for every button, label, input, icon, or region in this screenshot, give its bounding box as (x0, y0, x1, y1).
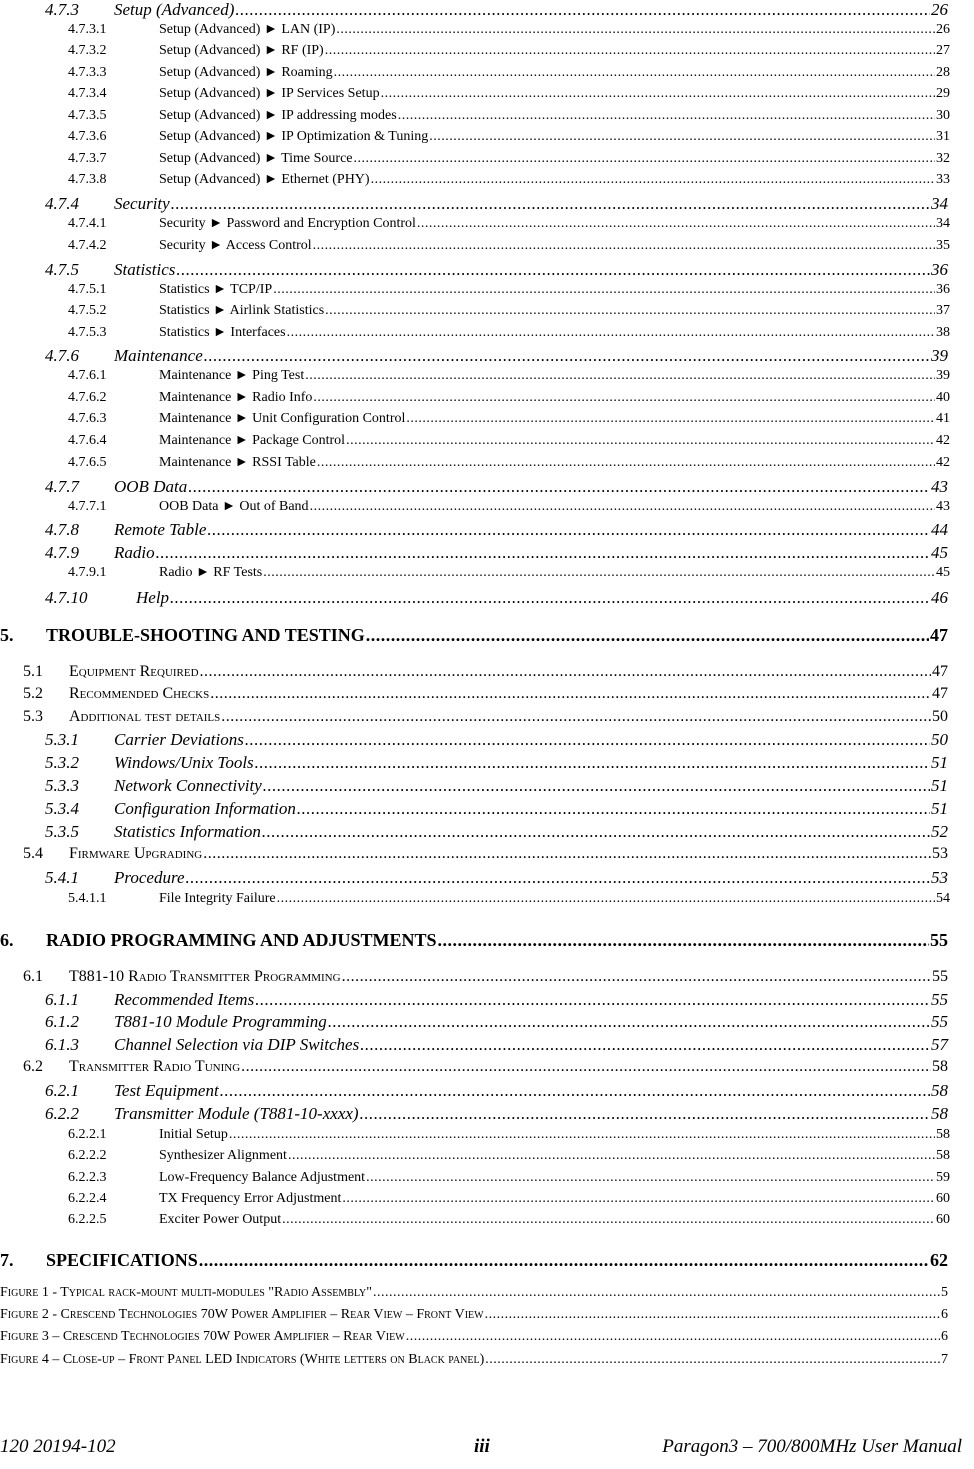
dot-leader (313, 390, 935, 406)
toc-entry[interactable] (45, 1081, 948, 1101)
toc-entry[interactable] (45, 730, 948, 750)
toc-entry[interactable] (68, 172, 950, 188)
toc-entry-number: 4.7.8 (45, 520, 79, 539)
toc-entry[interactable] (0, 930, 948, 951)
toc-entry[interactable] (68, 1191, 950, 1207)
dot-leader (381, 86, 935, 102)
dot-leader (188, 477, 930, 497)
toc-entry-page: 40 (936, 390, 950, 405)
toc-entry-number: 5.3.5 (45, 822, 79, 841)
toc-entry-number: 5.3.4 (45, 799, 79, 818)
dot-leader (200, 663, 931, 681)
toc-entry-page: 33 (936, 172, 950, 187)
toc-entry-number: 4.7.3.7 (68, 151, 107, 166)
toc-entry-title: Low-Frequency Balance Adjustment (159, 1170, 366, 1185)
toc-entry-number: 5.3.2 (45, 753, 79, 772)
toc-entry-page: 62 (930, 1250, 948, 1270)
dot-leader (371, 172, 935, 188)
toc-entry-page: 27 (936, 43, 950, 58)
toc-entry[interactable] (45, 990, 948, 1010)
toc-entry-title: File Integrity Failure (159, 891, 276, 906)
toc-entry-title: Test Equipment (114, 1081, 219, 1100)
toc-entry[interactable] (68, 65, 950, 81)
figure-entry-title: Figure 3 – Crescend Technologies 70W Power Amplifier – Rear View (0, 1329, 405, 1344)
figure-entry[interactable] (0, 1285, 948, 1301)
toc-entry-number: 5.2 (23, 685, 43, 702)
figure-entry[interactable] (0, 1329, 948, 1345)
toc-entry-number: 6.1.3 (45, 1035, 79, 1054)
dot-leader (310, 499, 935, 515)
dot-leader (204, 346, 930, 366)
dot-leader (334, 65, 935, 81)
toc-entry-page: 50 (932, 708, 948, 725)
toc-entry-title: Setup (Advanced) ► Ethernet (PHY) (159, 172, 370, 187)
toc-entry[interactable] (45, 753, 948, 773)
dot-leader (346, 433, 935, 449)
dot-leader (406, 411, 935, 427)
toc-entry-title: Configuration Information (114, 799, 296, 818)
dot-leader (373, 1285, 940, 1301)
dot-leader (288, 1148, 935, 1164)
toc-entry-page: 55 (932, 968, 948, 985)
toc-entry[interactable] (45, 822, 948, 842)
toc-entry-page: 34 (931, 194, 948, 213)
toc-entry-page: 58 (932, 1058, 948, 1075)
dot-leader (438, 930, 929, 951)
dot-leader (156, 543, 930, 563)
toc-entry-title: Equipment Required (69, 663, 199, 680)
toc-entry-number: 4.7.6.2 (68, 390, 107, 405)
figure-entry-title: Figure 2 - Crescend Technologies 70W Power Amplifier – Rear View – Front View (0, 1307, 484, 1322)
dot-leader (342, 1191, 935, 1207)
toc-entry[interactable] (68, 43, 950, 59)
toc-entry[interactable] (45, 776, 948, 796)
toc-entry-title: Statistics Information (114, 822, 261, 841)
dot-leader (354, 151, 936, 167)
toc-entry-number: 4.7.6.4 (68, 433, 107, 448)
toc-entry-page: 36 (936, 282, 950, 297)
dot-leader (207, 520, 930, 540)
toc-entry-page: 34 (936, 216, 950, 231)
toc-entry[interactable] (68, 390, 950, 406)
toc-entry-page: 55 (931, 990, 948, 1009)
toc-entry-title: Security ► Password and Encryption Control (159, 216, 416, 231)
toc-entry-number: 4.7.3.5 (68, 108, 107, 123)
toc-entry-title: SPECIFICATIONS (46, 1250, 198, 1270)
toc-entry-number: 7. (0, 1250, 14, 1270)
toc-entry-page: 55 (930, 930, 948, 950)
toc-entry-page: 51 (931, 799, 948, 818)
toc-entry-page: 57 (931, 1035, 948, 1054)
dot-leader (297, 799, 930, 819)
toc-entry-number: 4.7.4.1 (68, 216, 107, 231)
toc-entry[interactable] (68, 238, 950, 254)
toc-entry-title: Security (114, 194, 170, 213)
toc-entry-page: 46 (931, 588, 948, 607)
toc-entry-title: T881-10 Radio Transmitter Programming (69, 968, 341, 985)
toc-entry-number: 5.4.1 (45, 868, 79, 887)
toc-entry[interactable] (68, 455, 950, 471)
toc-entry-title: Maintenance ► Unit Configuration Control (159, 411, 406, 426)
toc-entry-page: 45 (936, 565, 950, 580)
toc-entry-title: Statistics ► TCP/IP (159, 282, 273, 297)
toc-entry-page: 54 (936, 891, 950, 906)
toc-entry-number: 4.7.3.1 (68, 22, 107, 37)
toc-entry-page: 58 (931, 1104, 948, 1123)
toc-entry-number: 5.3 (23, 708, 43, 725)
toc-entry-title: Network Connectivity (114, 776, 262, 795)
toc-entry-title: Statistics ► Interfaces (159, 325, 286, 340)
toc-entry-number: 6.2.2.4 (68, 1191, 107, 1206)
toc-entry[interactable] (45, 194, 948, 214)
figure-entry-page: 6 (941, 1329, 948, 1344)
dot-leader (263, 776, 930, 796)
toc-entry[interactable] (23, 685, 948, 703)
toc-entry[interactable] (0, 625, 948, 646)
toc-entry-number: 4.7.7.1 (68, 499, 107, 514)
toc-entry-title: Setup (Advanced) ► LAN (IP) (159, 22, 336, 37)
dot-leader (328, 1012, 930, 1032)
toc-entry[interactable] (23, 663, 948, 681)
toc-entry[interactable] (68, 1127, 950, 1143)
toc-entry-page: 58 (936, 1127, 950, 1142)
dot-leader (203, 845, 931, 863)
toc-entry-number: 6.2.2.5 (68, 1212, 107, 1227)
toc-entry[interactable] (45, 1012, 948, 1032)
toc-entry-number: 4.7.3.8 (68, 172, 107, 187)
dot-leader (287, 325, 935, 341)
dot-leader (336, 22, 935, 38)
toc-entry-number: 4.7.7 (45, 477, 79, 496)
toc-entry[interactable] (68, 499, 950, 515)
toc-entry-number: 6.2.2.1 (68, 1127, 107, 1142)
dot-leader (220, 1081, 930, 1101)
toc-entry[interactable] (45, 520, 948, 540)
dot-leader (262, 822, 930, 842)
toc-entry-number: 4.7.4.2 (68, 238, 107, 253)
toc-entry-page: 45 (931, 543, 948, 562)
toc-entry-page: 36 (931, 260, 948, 279)
toc-entry-number: 4.7.3.4 (68, 86, 107, 101)
toc-entry-number: 4.7.5.3 (68, 325, 107, 340)
toc-entry-page: 39 (931, 346, 948, 365)
dot-leader (398, 108, 935, 124)
toc-entry-number: 6.1 (23, 968, 43, 985)
toc-entry[interactable] (68, 325, 950, 341)
toc-entry[interactable] (45, 543, 948, 563)
figure-entry[interactable] (0, 1352, 948, 1368)
toc-entry-number: 6.1.1 (45, 990, 79, 1009)
toc-entry-number: 4.7.6.3 (68, 411, 107, 426)
toc-entry-page: 30 (936, 108, 950, 123)
dot-leader (277, 891, 935, 907)
toc-entry-title: Channel Selection via DIP Switches (114, 1035, 360, 1054)
toc-entry-page: 53 (932, 845, 948, 862)
dot-leader (325, 43, 935, 59)
toc-entry-title: RADIO PROGRAMMING AND ADJUSTMENTS (46, 930, 437, 950)
dot-leader (305, 368, 935, 384)
toc-entry-title: Setup (Advanced) ► IP Services Setup (159, 86, 380, 101)
toc-entry[interactable] (68, 22, 950, 38)
toc-entry[interactable] (68, 368, 950, 384)
toc-entry-title: T881-10 Module Programming (114, 1012, 327, 1031)
document-number: 120 20194-102 (0, 1436, 116, 1457)
toc-entry-number: 4.7.4 (45, 194, 79, 213)
figure-entry[interactable] (0, 1307, 948, 1323)
toc-entry-page: 55 (931, 1012, 948, 1031)
dot-leader (406, 1329, 940, 1345)
toc-entry[interactable] (68, 282, 950, 298)
toc-entry-number: 4.7.6 (45, 346, 79, 365)
toc-entry-page: 51 (931, 776, 948, 795)
toc-entry-title: Maintenance ► RSSI Table (159, 455, 316, 470)
dot-leader (282, 1212, 935, 1228)
toc-entry-number: 4.7.5.2 (68, 303, 107, 318)
toc-entry-title: Procedure (114, 868, 185, 887)
dot-leader (417, 216, 935, 232)
dot-leader (221, 708, 931, 726)
toc-entry-page: 47 (932, 663, 948, 680)
toc-entry-number: 4.7.10 (45, 588, 88, 607)
toc-entry[interactable] (45, 1035, 948, 1055)
toc-entry[interactable] (23, 968, 948, 986)
toc-entry-number: 4.7.9 (45, 543, 79, 562)
toc-entry-page: 41 (936, 411, 950, 426)
figure-entry-title: Figure 4 – Close-up – Front Panel LED Indicators (White letters on Black panel) (0, 1352, 485, 1367)
toc-entry-page: 26 (936, 22, 950, 37)
dot-leader (171, 194, 930, 214)
dot-leader (360, 1035, 930, 1055)
dot-leader (273, 282, 935, 298)
dot-leader (245, 730, 930, 750)
dot-leader (235, 0, 930, 20)
toc-entry-number: 4.7.3.6 (68, 129, 107, 144)
toc-entry-page: 39 (936, 368, 950, 383)
toc-entry-page: 58 (931, 1081, 948, 1100)
toc-entry-title: Recommended Checks (69, 685, 210, 702)
toc-entry-page: 58 (936, 1148, 950, 1163)
toc-entry-title: Setup (Advanced) ► Time Source (159, 151, 353, 166)
toc-entry[interactable] (68, 86, 950, 102)
toc-entry-title: Recommended Items (114, 990, 255, 1009)
toc-entry-number: 4.7.3.2 (68, 43, 107, 58)
toc-entry-page: 32 (936, 151, 950, 166)
toc-entry-page: 31 (936, 129, 950, 144)
toc-entry[interactable] (68, 433, 950, 449)
figure-entry-title: Figure 1 - Typical rack-mount multi-modules "Radio Assembly" (0, 1285, 372, 1300)
toc-entry-title: Setup (Advanced) ► RF (IP) (159, 43, 324, 58)
toc-entry-page: 29 (936, 86, 950, 101)
toc-entry-page: 26 (931, 0, 948, 19)
toc-entry-number: 5.4 (23, 845, 43, 862)
toc-entry-title: Transmitter Radio Tuning (69, 1058, 241, 1075)
toc-entry-title: Firmware Upgrading (69, 845, 203, 862)
toc-entry-title: Remote Table (114, 520, 207, 539)
toc-entry-number: 6.1.2 (45, 1012, 79, 1031)
dot-leader (170, 588, 930, 608)
dot-leader (360, 1104, 930, 1124)
toc-entry-page: 51 (931, 753, 948, 772)
toc-entry-title: Maintenance ► Radio Info (159, 390, 313, 405)
toc-entry-title: Initial Setup (159, 1127, 228, 1142)
toc-entry-number: 6.2.2.2 (68, 1148, 107, 1163)
toc-entry[interactable] (45, 477, 948, 497)
toc-entry-number: 5.3.3 (45, 776, 79, 795)
toc-entry[interactable] (68, 1170, 950, 1186)
toc-entry-page: 50 (931, 730, 948, 749)
toc-entry-page: 44 (931, 520, 948, 539)
toc-entry[interactable] (68, 411, 950, 427)
toc-entry-title: Help (136, 588, 170, 607)
toc-entry-title: Radio (114, 543, 155, 562)
toc-entry[interactable] (68, 151, 950, 167)
dot-leader (342, 968, 931, 986)
toc-entry-number: 6.2 (23, 1058, 43, 1075)
dot-leader (255, 990, 930, 1010)
toc-entry[interactable] (45, 1104, 948, 1124)
toc-entry-number: 4.7.3.3 (68, 65, 107, 80)
dot-leader (210, 685, 931, 703)
toc-entry-page: 47 (930, 625, 948, 645)
dot-leader (366, 1170, 935, 1186)
toc-entry[interactable] (45, 868, 948, 888)
toc-entry[interactable] (45, 588, 948, 608)
toc-entry[interactable] (23, 708, 948, 726)
toc-entry-title: Statistics ► Airlink Statistics (159, 303, 325, 318)
figure-entry-page: 6 (941, 1307, 948, 1322)
toc-entry-title: Security ► Access Control (159, 238, 312, 253)
toc-entry[interactable] (68, 891, 950, 907)
toc-entry-title: Setup (Advanced) (114, 0, 235, 19)
toc-entry-title: Additional test details (69, 708, 221, 725)
dot-leader (176, 260, 930, 280)
toc-entry-page: 37 (936, 303, 950, 318)
toc-entry[interactable] (45, 346, 948, 366)
toc-entry-title: Radio ► RF Tests (159, 565, 263, 580)
toc-entry-title: Synthesizer Alignment (159, 1148, 287, 1163)
toc-entry-number: 4.7.9.1 (68, 565, 107, 580)
toc-entry-title: Maintenance ► Package Control (159, 433, 346, 448)
toc-entry-title: OOB Data (114, 477, 188, 496)
toc-entry-number: 6.2.1 (45, 1081, 79, 1100)
toc-entry-number: 5. (0, 625, 14, 645)
toc-entry-page: 59 (936, 1170, 950, 1185)
toc-entry-title: Transmitter Module (T881-10-xxxx) (114, 1104, 359, 1123)
toc-entry-number: 5.4.1.1 (68, 891, 107, 906)
toc-entry[interactable] (0, 1250, 948, 1271)
page-number: iii (474, 1436, 490, 1457)
toc-entry-number: 6.2.2.3 (68, 1170, 107, 1185)
toc-entry-number: 4.7.5.1 (68, 282, 107, 297)
toc-entry[interactable] (23, 845, 948, 863)
toc-entry-number: 4.7.5 (45, 260, 79, 279)
toc-entry[interactable] (68, 216, 950, 232)
toc-entry-page: 43 (931, 477, 948, 496)
toc-entry-page: 38 (936, 325, 950, 340)
dot-leader (241, 1058, 931, 1076)
toc-entry-title: Carrier Deviations (114, 730, 244, 749)
dot-leader (186, 868, 931, 888)
toc-entry[interactable] (68, 303, 950, 319)
toc-entry[interactable] (68, 565, 950, 581)
toc-entry-page: 60 (936, 1212, 950, 1227)
toc-entry-number: 4.7.3 (45, 0, 79, 19)
toc-entry-page: 28 (936, 65, 950, 80)
toc-entry-title: TROUBLE-SHOOTING AND TESTING (46, 625, 365, 645)
dot-leader (485, 1307, 940, 1323)
toc-entry-title: Exciter Power Output (159, 1212, 282, 1227)
toc-entry-page: 47 (932, 685, 948, 702)
toc-entry-page: 42 (936, 433, 950, 448)
toc-entry-number: 5.1 (23, 663, 43, 680)
dot-leader (263, 565, 935, 581)
toc-entry-title: TX Frequency Error Adjustment (159, 1191, 342, 1206)
toc-entry[interactable] (68, 129, 950, 145)
toc-entry[interactable] (45, 799, 948, 819)
toc-entry-title: Windows/Unix Tools (114, 753, 254, 772)
dot-leader (429, 129, 935, 145)
toc-entry-page: 43 (936, 499, 950, 514)
toc-entry[interactable] (45, 260, 948, 280)
manual-title: Paragon3 – 700/800MHz User Manual (662, 1436, 962, 1457)
toc-entry-title: Setup (Advanced) ► IP addressing modes (159, 108, 397, 123)
toc-entry-page: 42 (936, 455, 950, 470)
toc-entry-number: 6. (0, 930, 14, 950)
figure-entry-page: 5 (941, 1285, 948, 1300)
toc-entry[interactable] (68, 1148, 950, 1164)
toc-entry-title: Maintenance (114, 346, 203, 365)
toc-entry-page: 35 (936, 238, 950, 253)
figure-entry-page: 7 (941, 1352, 948, 1367)
toc-entry-title: Statistics (114, 260, 176, 279)
toc-entry[interactable] (68, 1212, 950, 1228)
dot-leader (485, 1352, 940, 1368)
dot-leader (366, 625, 929, 646)
toc-entry-page: 60 (936, 1191, 950, 1206)
toc-entry-title: OOB Data ► Out of Band (159, 499, 309, 514)
dot-leader (199, 1250, 929, 1271)
toc-entry-title: Setup (Advanced) ► Roaming (159, 65, 333, 80)
toc-entry-page: 52 (931, 822, 948, 841)
toc-entry-title: Setup (Advanced) ► IP Optimization & Tuning (159, 129, 429, 144)
toc-entry-number: 6.2.2 (45, 1104, 79, 1123)
dot-leader (229, 1127, 935, 1143)
dot-leader (325, 303, 935, 319)
toc-entry-page: 53 (931, 868, 948, 887)
dot-leader (317, 455, 935, 471)
dot-leader (255, 753, 930, 773)
toc-entry-number: 4.7.6.5 (68, 455, 107, 470)
toc-entry[interactable] (23, 1058, 948, 1076)
toc-entry[interactable] (45, 0, 948, 20)
toc-entry-number: 4.7.6.1 (68, 368, 107, 383)
dot-leader (313, 238, 935, 254)
toc-entry[interactable] (68, 108, 950, 124)
toc-entry-title: Maintenance ► Ping Test (159, 368, 305, 383)
toc-entry-number: 5.3.1 (45, 730, 79, 749)
